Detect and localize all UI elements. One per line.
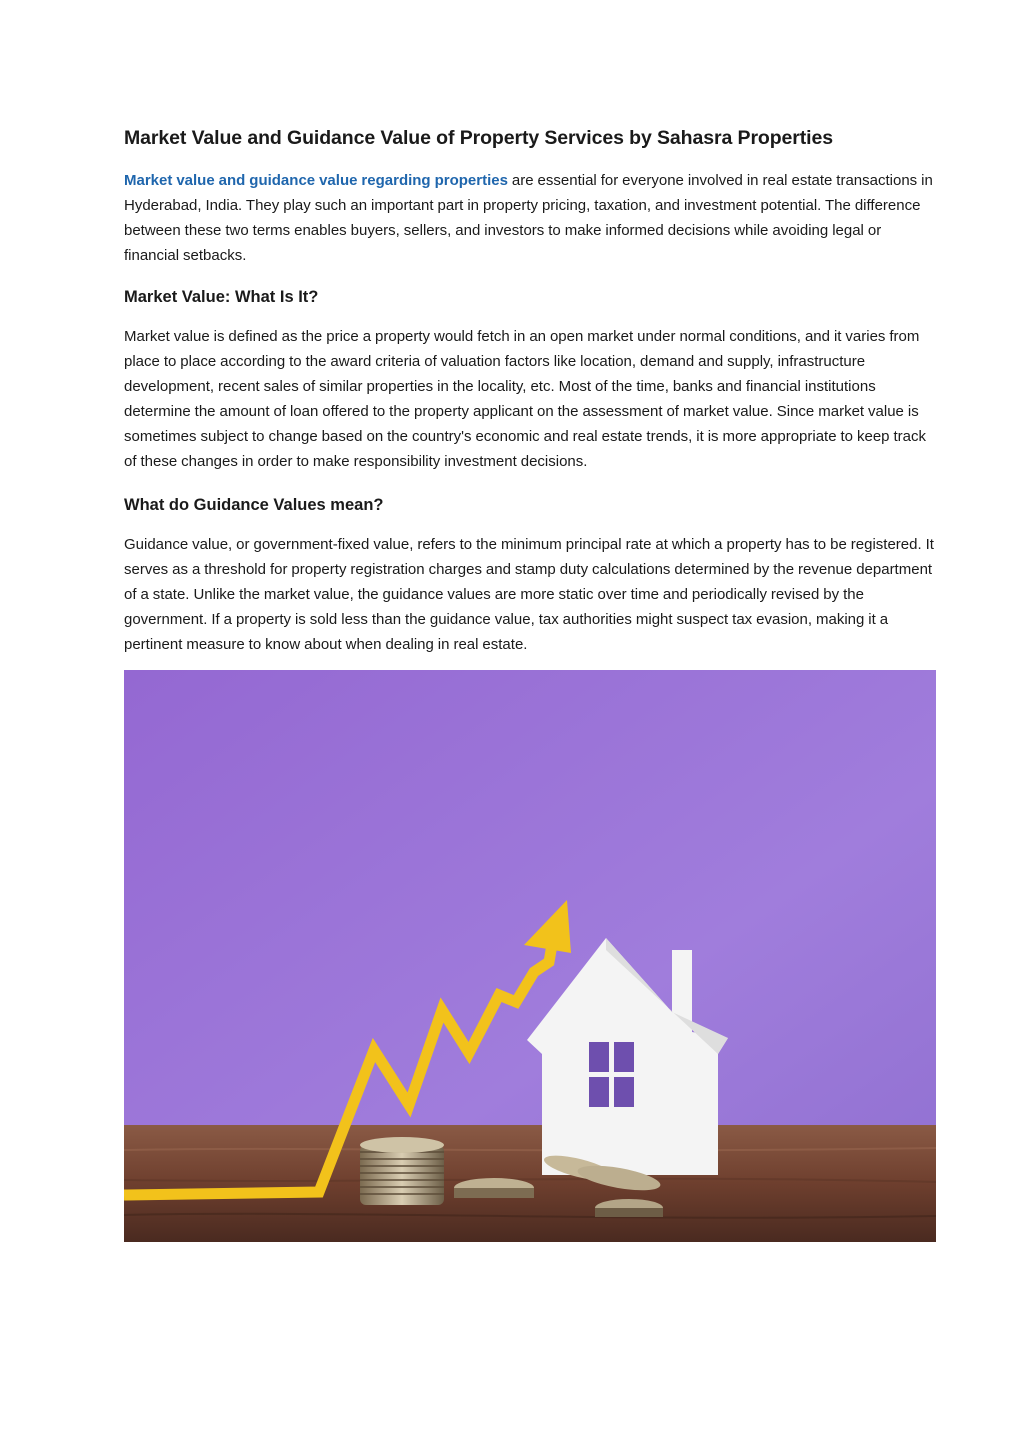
section-body-market-value: Market value is defined as the price a property would fetch in an open market under normal conditions, and it varies from place to place according to the award criteria of valuation factors like location, demand and supply, infrastructure development, recent sales of similar properties in the locality, etc. Most of the time, banks and financial institutions determine the amount of loan offered to the property applicant on the assessment of market value. Since market value is sometimes subject to change based on the country's economic and real estate trends, it is more appropriate to keep track of these changes in order to make responsibility investment decisions. bbox=[124, 328, 926, 470]
document-page bbox=[124, 124, 936, 1242]
intro-text: are essential for everyone involved in real estate transactions in Hyderabad, India. They play such an important part in property pricing, taxation, and investment potential. The difference between these two terms enables buyers, sellers, and investors to make informed decisions while avoiding legal or financial setbacks. bbox=[124, 172, 933, 264]
house-growth-image bbox=[124, 670, 936, 1242]
section-heading-market-value: Market Value: What Is It? bbox=[124, 288, 319, 306]
section-body-guidance-value: Guidance value, or government-fixed value, refers to the minimum principal rate at which a property has to be registered. It serves as a threshold for property registration charges and stamp duty calculations determined by the revenue department of a state. Unlike the market value, the guidance values are more static over time and periodically revised by the government. If a property is sold less than the guidance value, tax authorities might suspect tax evasion, making it a pertinent measure to know about when dealing in real estate. bbox=[124, 536, 934, 653]
intro-paragraph bbox=[124, 168, 936, 268]
section-heading-guidance-value: What do Guidance Values mean? bbox=[124, 496, 384, 514]
page-title: Market Value and Guidance Value of Property Services by Sahasra Properties bbox=[124, 127, 833, 149]
intro-link[interactable]: Market value and guidance value regarding properties bbox=[124, 172, 508, 189]
house-growth-illustration bbox=[124, 670, 936, 1242]
